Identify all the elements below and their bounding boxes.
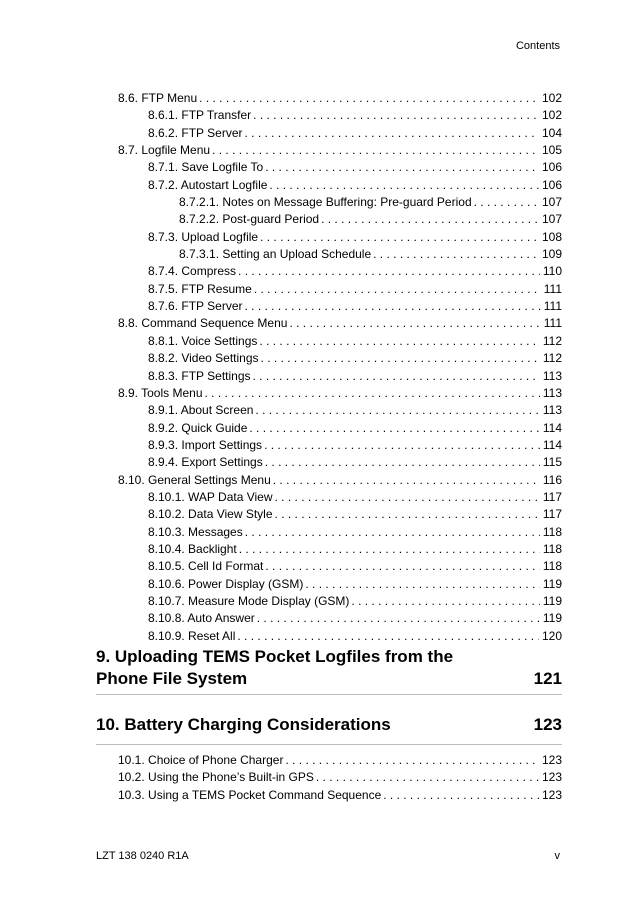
toc-entry[interactable]: [148, 350, 562, 367]
toc-entry-title: 8.8. Command Sequence Menu: [118, 315, 289, 332]
toc-leader-dots: [255, 402, 539, 419]
toc-leader-dots: [199, 90, 539, 107]
toc-entry-page: 113: [540, 402, 562, 419]
toc-entry-title: 8.7.3. Upload Logfile: [148, 229, 260, 246]
toc-entry[interactable]: [148, 454, 562, 471]
toc-entry[interactable]: [148, 420, 562, 437]
toc-entry-page: 119: [540, 610, 562, 627]
page-number: v: [554, 850, 560, 862]
toc-entry-page: 114: [540, 437, 562, 454]
toc-entry[interactable]: [118, 142, 562, 159]
toc-entry[interactable]: [148, 281, 562, 298]
toc-entry-page: 119: [540, 576, 562, 593]
toc-leader-dots: [316, 769, 539, 786]
toc-entry[interactable]: [148, 489, 562, 506]
toc-leader-dots: [254, 281, 541, 298]
toc-entry[interactable]: [118, 472, 562, 489]
toc-entry-page: 115: [540, 454, 562, 471]
toc-entry-page: 111: [541, 315, 562, 332]
toc-leader-dots: [285, 752, 539, 769]
toc-leader-dots: [351, 593, 539, 610]
toc-entry-title: 8.7.5. FTP Resume: [148, 281, 254, 298]
toc-entry-page: 112: [540, 350, 562, 367]
toc-entry[interactable]: [148, 558, 562, 575]
toc-entry-page: 110: [540, 263, 562, 280]
toc-entry[interactable]: [148, 263, 562, 280]
toc-leader-dots: [265, 159, 539, 176]
toc-entry-page: 119: [540, 593, 562, 610]
toc-entry[interactable]: [148, 368, 562, 385]
toc-entry[interactable]: [148, 524, 562, 541]
toc-leader-dots: [239, 541, 540, 558]
toc-entry[interactable]: [118, 787, 562, 804]
toc-entry-page: 104: [539, 125, 562, 142]
toc-entry-title: 8.7.6. FTP Server: [148, 298, 244, 315]
toc-entry-title: 8.10. General Settings Menu: [118, 472, 273, 489]
toc-entry-title: 8.7.3.1. Setting an Upload Schedule: [179, 246, 373, 263]
chapter-9-title-line2: Phone File System: [96, 669, 248, 688]
toc-entry[interactable]: [179, 194, 562, 211]
toc-entry[interactable]: [148, 107, 562, 124]
toc-entry-title: 8.9.3. Import Settings: [148, 437, 264, 454]
toc-entry-title: 10.1. Choice of Phone Charger: [118, 752, 285, 769]
toc-entry-title: 8.10.8. Auto Answer: [148, 610, 257, 627]
toc-entry-title: 8.10.6. Power Display (GSM): [148, 576, 305, 593]
toc-leader-dots: [321, 211, 539, 228]
toc-entry-page: 113: [540, 385, 562, 402]
toc-entry[interactable]: [148, 541, 562, 558]
toc-entry[interactable]: [148, 576, 562, 593]
toc-leader-dots: [205, 385, 540, 402]
toc-leader-dots: [245, 524, 540, 541]
toc-entry-title: 8.6. FTP Menu: [118, 90, 199, 107]
toc-leader-dots: [244, 125, 538, 142]
toc-leader-dots: [269, 177, 539, 194]
toc-leader-dots: [383, 787, 539, 804]
toc-entry[interactable]: [148, 593, 562, 610]
toc-entry-page: 109: [539, 246, 562, 263]
toc-entry-title: 10.3. Using a TEMS Pocket Command Sequence: [118, 787, 383, 804]
toc-entry-page: 112: [540, 333, 562, 350]
toc-entry-title: 8.9.1. About Screen: [148, 402, 255, 419]
toc-entry-page: 120: [539, 628, 562, 645]
toc-entry-title: 8.6.2. FTP Server: [148, 125, 244, 142]
toc-entry[interactable]: [148, 437, 562, 454]
toc-entry-page: 123: [539, 787, 562, 804]
toc-entry-page: 113: [540, 368, 562, 385]
toc-entry-title: 8.10.9. Reset All: [148, 628, 237, 645]
toc-entry[interactable]: [148, 402, 562, 419]
toc-entry-page: 108: [539, 229, 562, 246]
toc-entry-title: 8.9.2. Quick Guide: [148, 420, 249, 437]
toc-entry-title: 8.7.4. Compress: [148, 263, 238, 280]
toc-leader-dots: [253, 368, 540, 385]
toc-entry-title: 8.7.1. Save Logfile To: [148, 159, 265, 176]
toc-entry-title: 8.10.7. Measure Mode Display (GSM): [148, 593, 351, 610]
chapter-9-heading[interactable]: [96, 646, 562, 695]
toc-leader-dots: [238, 263, 540, 280]
chapter-10-title: 10. Battery Charging Considerations: [96, 715, 391, 734]
toc-entry-page: 102: [539, 90, 562, 107]
running-header: Contents: [515, 40, 560, 52]
toc-entry-page: 106: [539, 159, 562, 176]
toc-entry-page: 107: [539, 194, 562, 211]
chapter-9-title-line1: 9. Uploading TEMS Pocket Logfiles from the: [96, 647, 454, 666]
toc-entry-title: 8.8.1. Voice Settings: [148, 333, 259, 350]
toc-leader-dots: [264, 437, 540, 454]
toc-entry[interactable]: [179, 246, 562, 263]
toc-entry-page: 118: [540, 524, 562, 541]
toc-leader-dots: [249, 420, 539, 437]
toc-entry[interactable]: [118, 315, 562, 332]
toc-entry-page: 123: [539, 769, 562, 786]
toc-entry[interactable]: [148, 125, 562, 142]
toc-leader-dots: [212, 142, 539, 159]
toc-entry-page: 116: [540, 472, 562, 489]
chapter-10-page: 123: [533, 715, 562, 734]
toc-entry[interactable]: [179, 211, 562, 228]
toc-entry-title: 8.8.3. FTP Settings: [148, 368, 253, 385]
toc-entry-title: 10.2. Using the Phone’s Built-in GPS: [118, 769, 316, 786]
toc-entry-title: 8.8.2. Video Settings: [148, 350, 261, 367]
toc-leader-dots: [244, 298, 540, 315]
toc-entry-page: 106: [539, 177, 562, 194]
toc-entry[interactable]: [118, 90, 562, 107]
toc-entry-page: 111: [541, 281, 562, 298]
toc-leader-dots: [260, 229, 539, 246]
toc-entry-page: 117: [540, 489, 562, 506]
toc-entry-page: 117: [540, 506, 562, 523]
toc-entry[interactable]: [118, 385, 562, 402]
toc-entry-page: 114: [540, 420, 562, 437]
toc-entry-title: 8.6.1. FTP Transfer: [148, 107, 253, 124]
toc-leader-dots: [289, 315, 540, 332]
toc-leader-dots: [273, 472, 540, 489]
toc-entry-title: 8.10.4. Backlight: [148, 541, 239, 558]
toc-entry-title: 8.10.3. Messages: [148, 524, 245, 541]
toc-entry-page: 107: [539, 211, 562, 228]
toc-leader-dots: [265, 454, 540, 471]
toc-leader-dots: [474, 194, 539, 211]
toc-entry-title: 8.10.5. Cell Id Format: [148, 558, 265, 575]
toc-entry-title: 8.9. Tools Menu: [118, 385, 205, 402]
toc-entry-page: 123: [539, 752, 562, 769]
toc-leader-dots: [275, 489, 540, 506]
toc-entry-title: 8.10.2. Data View Style: [148, 506, 275, 523]
toc-entry-title: 8.7.2.1. Notes on Message Buffering: Pre-guard Period: [179, 194, 474, 211]
toc-entry[interactable]: [118, 769, 562, 786]
chapter-9-page: 121: [533, 669, 562, 688]
toc-section-10: [0, 752, 638, 804]
toc-entry-page: 105: [539, 142, 562, 159]
toc-entry-page: 118: [540, 541, 562, 558]
toc-leader-dots: [257, 610, 540, 627]
toc-entry-title: 8.10.1. WAP Data View: [148, 489, 275, 506]
toc-entry[interactable]: [148, 506, 562, 523]
toc-leader-dots: [259, 333, 539, 350]
toc-entry-page: 118: [540, 558, 562, 575]
toc-entry-page: 111: [541, 298, 562, 315]
toc-entry-title: 8.7.2.2. Post-guard Period: [179, 211, 321, 228]
toc-leader-dots: [305, 576, 539, 593]
toc-entry-title: 8.7.2. Autostart Logfile: [148, 177, 269, 194]
toc-entry[interactable]: [118, 752, 562, 769]
toc-entry[interactable]: [148, 229, 562, 246]
toc-leader-dots: [253, 107, 539, 124]
toc-entry[interactable]: [148, 628, 562, 645]
toc-leader-dots: [261, 350, 540, 367]
chapter-10-heading[interactable]: [96, 714, 562, 745]
toc-leader-dots: [265, 558, 539, 575]
toc-leader-dots: [275, 506, 540, 523]
toc-leader-dots: [373, 246, 539, 263]
toc-entry[interactable]: [148, 333, 562, 350]
toc-section-8: [0, 90, 638, 645]
toc-entry-title: 8.9.4. Export Settings: [148, 454, 265, 471]
toc-entry[interactable]: [148, 298, 562, 315]
doc-number: LZT 138 0240 R1A: [96, 850, 189, 862]
toc-entry-page: 102: [539, 107, 562, 124]
toc-entry[interactable]: [148, 610, 562, 627]
toc-entry[interactable]: [148, 159, 562, 176]
toc-entry[interactable]: [148, 177, 562, 194]
toc-leader-dots: [237, 628, 539, 645]
toc-entry-title: 8.7. Logfile Menu: [118, 142, 212, 159]
